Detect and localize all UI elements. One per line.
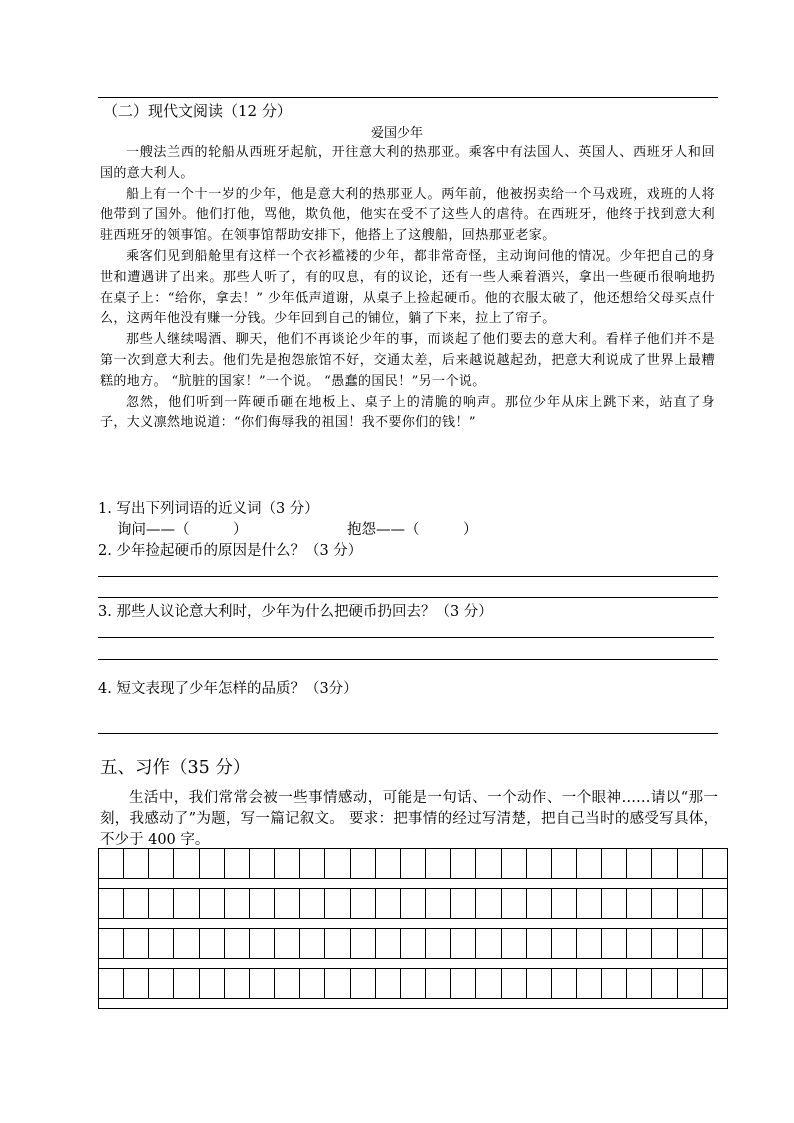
answer-line[interactable] xyxy=(98,576,718,577)
grid-cell[interactable] xyxy=(652,968,677,999)
grid-cell[interactable] xyxy=(124,928,149,959)
grid-cell[interactable] xyxy=(149,968,174,999)
grid-cell[interactable] xyxy=(502,848,527,879)
grid-cell[interactable] xyxy=(250,968,275,999)
passage-paragraph: 乘客们见到船舱里有这样一个衣衫褴褛的少年，都非常奇怪，主动询问他的情况。少年把自己的身世和遭遇讲了出来。那些人听了，有的叹息，有的议论，还有一些人乘着酒兴，拿出一些硬币很响地扔在桌子上：“给你，拿去！” 少年低声道谢，从桌子上捡起硬币。他的衣服太破了，他还想给父母买点什么，这两年他没有赚一分钱。少年回到自己的铺位，躺了下来，拉上了帘子。 xyxy=(100,248,715,327)
grid-cell[interactable] xyxy=(225,848,250,879)
grid-cell[interactable] xyxy=(602,888,627,919)
grid-cell[interactable] xyxy=(678,888,703,919)
question-1-item-a[interactable]: 询问——（ ） xyxy=(117,522,248,538)
grid-cell[interactable] xyxy=(250,888,275,919)
grid-cell[interactable] xyxy=(124,968,149,999)
grid-cell[interactable] xyxy=(376,888,401,919)
grid-cell[interactable] xyxy=(124,848,149,879)
grid-cell[interactable] xyxy=(577,848,602,879)
answer-line[interactable] xyxy=(98,597,718,598)
grid-cell[interactable] xyxy=(300,928,325,959)
grid-cell[interactable] xyxy=(325,968,350,999)
passage-paragraph: 一艘法兰西的轮船从西班牙起航，开往意大利的热那亚。乘客中有法国人、英国人、西班牙人和回国的意大利人。 xyxy=(100,145,715,181)
grid-cell[interactable] xyxy=(401,928,426,959)
grid-cell[interactable] xyxy=(149,928,174,959)
grid-cell[interactable] xyxy=(703,928,727,959)
grid-cell[interactable] xyxy=(502,968,527,999)
grid-cell[interactable] xyxy=(351,848,376,879)
grid-cell[interactable] xyxy=(225,928,250,959)
grid-cell[interactable] xyxy=(174,928,199,959)
passage-paragraph: 那些人继续喝酒、聊天，他们不再谈论少年的事，而谈起了他们要去的意大利。看样子他们并不是第一次到意大利去。他们先是抱怨旅馆不好，交通太差，后来越说越起劲，把意大利说成了世界上最糟糕的地方。 “肮脏的国家！”一个说。 “愚蠢的国民！”另一个说。 xyxy=(100,332,715,389)
grid-cell[interactable] xyxy=(552,968,577,999)
grid-cell[interactable] xyxy=(275,968,300,999)
grid-cell[interactable] xyxy=(300,888,325,919)
grid-cell[interactable] xyxy=(376,968,401,999)
grid-cell[interactable] xyxy=(527,888,552,919)
grid-cell[interactable] xyxy=(652,928,677,959)
grid-cell[interactable] xyxy=(351,928,376,959)
writing-grid[interactable] xyxy=(98,848,728,1009)
passage-paragraph: 船上有一个十一岁的少年，他是意大利的热那亚人。两年前，他被拐卖给一个马戏班，戏班的人将他带到了国外。他们打他，骂他，欺负他，他实在受不了这些人的虐待。在西班牙，他终于找到意大利驻西班牙的领事馆。在领事馆帮助安排下，他搭上了这艘船，回热那亚老家。 xyxy=(100,186,715,244)
grid-cell[interactable] xyxy=(426,968,451,999)
grid-cell[interactable] xyxy=(627,848,652,879)
grid-cell[interactable] xyxy=(426,888,451,919)
grid-cell[interactable] xyxy=(300,848,325,879)
grid-cell[interactable] xyxy=(552,848,577,879)
grid-cell[interactable] xyxy=(99,848,124,879)
grid-cell[interactable] xyxy=(426,848,451,879)
grid-row[interactable] xyxy=(99,848,727,879)
grid-cell[interactable] xyxy=(476,968,501,999)
grid-cell[interactable] xyxy=(275,848,300,879)
grid-cell[interactable] xyxy=(527,848,552,879)
grid-cell[interactable] xyxy=(376,928,401,959)
grid-cell[interactable] xyxy=(351,968,376,999)
grid-cell[interactable] xyxy=(502,928,527,959)
grid-cell[interactable] xyxy=(200,968,225,999)
grid-cell[interactable] xyxy=(451,968,476,999)
grid-cell[interactable] xyxy=(627,888,652,919)
grid-cell[interactable] xyxy=(577,928,602,959)
answer-line[interactable] xyxy=(98,659,718,660)
grid-cell[interactable] xyxy=(351,888,376,919)
grid-cell[interactable] xyxy=(325,848,350,879)
grid-cell[interactable] xyxy=(602,928,627,959)
grid-cell[interactable] xyxy=(200,928,225,959)
grid-cell[interactable] xyxy=(99,888,124,919)
grid-cell[interactable] xyxy=(149,888,174,919)
grid-cell[interactable] xyxy=(451,848,476,879)
grid-cell[interactable] xyxy=(476,928,501,959)
grid-cell[interactable] xyxy=(250,928,275,959)
grid-cell[interactable] xyxy=(451,888,476,919)
grid-cell[interactable] xyxy=(149,848,174,879)
grid-cell[interactable] xyxy=(174,968,199,999)
grid-cell[interactable] xyxy=(250,848,275,879)
grid-cell[interactable] xyxy=(275,928,300,959)
grid-cell[interactable] xyxy=(451,928,476,959)
answer-line[interactable] xyxy=(98,637,714,638)
grid-cell[interactable] xyxy=(678,968,703,999)
composition-title: 五、习作（35 分） xyxy=(100,758,251,778)
question-2: 2. 少年捡起硬币的原因是什么？（3 分） xyxy=(98,543,363,559)
passage-title: 爱国少年 xyxy=(370,126,423,141)
grid-cell[interactable] xyxy=(627,968,652,999)
grid-cell[interactable] xyxy=(678,928,703,959)
question-4: 4. 短文表现了少年怎样的品质？（3分） xyxy=(98,681,358,697)
grid-cell[interactable] xyxy=(275,888,300,919)
grid-cell[interactable] xyxy=(300,968,325,999)
grid-cell[interactable] xyxy=(552,888,577,919)
grid-cell[interactable] xyxy=(602,848,627,879)
question-3: 3. 那些人议论意大利时，少年为什么把硬币扔回去？（3 分） xyxy=(98,604,493,620)
grid-cell[interactable] xyxy=(174,848,199,879)
grid-cell[interactable] xyxy=(401,848,426,879)
question-1-item-b[interactable]: 抱怨——（ ） xyxy=(347,522,478,538)
grid-cell[interactable] xyxy=(652,848,677,879)
grid-cell[interactable] xyxy=(225,968,250,999)
grid-cell[interactable] xyxy=(376,848,401,879)
answer-line[interactable] xyxy=(98,733,718,734)
grid-row[interactable] xyxy=(99,968,727,999)
grid-cell[interactable] xyxy=(476,848,501,879)
grid-cell[interactable] xyxy=(627,928,652,959)
grid-cell[interactable] xyxy=(703,968,727,999)
grid-cell[interactable] xyxy=(325,888,350,919)
grid-cell[interactable] xyxy=(401,968,426,999)
grid-cell[interactable] xyxy=(476,888,501,919)
grid-cell[interactable] xyxy=(200,888,225,919)
grid-cell[interactable] xyxy=(99,968,124,999)
grid-cell[interactable] xyxy=(200,848,225,879)
grid-cell[interactable] xyxy=(527,928,552,959)
grid-row[interactable] xyxy=(99,928,727,959)
grid-cell[interactable] xyxy=(401,888,426,919)
question-1: 1. 写出下列词语的近义词（3 分） xyxy=(98,501,319,517)
composition-prompt-text: 生活中，我们常常会被一些事情感动，可能是一句话、一个动作、一个眼神……请以“那一刻，我感动了”为题，写一篇记叙文。 要求：把事情的经过写清楚，把自己当时的感受写具体，不少于 400 字。 xyxy=(100,790,718,848)
grid-cell[interactable] xyxy=(174,888,199,919)
passage-paragraph: 忽然，他们听到一阵硬币砸在地板上、桌子上的清脆的响声。那位少年从床上跳下来，站直了身子，大义凛然地说道：“你们侮辱我的祖国！我不要你们的钱！” xyxy=(100,394,715,431)
grid-cell[interactable] xyxy=(426,928,451,959)
grid-cell[interactable] xyxy=(527,968,552,999)
grid-cell[interactable] xyxy=(124,888,149,919)
grid-cell[interactable] xyxy=(502,888,527,919)
grid-cell[interactable] xyxy=(225,888,250,919)
grid-cell[interactable] xyxy=(577,968,602,999)
grid-cell[interactable] xyxy=(602,968,627,999)
grid-cell[interactable] xyxy=(577,888,602,919)
composition-prompt xyxy=(100,788,718,851)
grid-cell[interactable] xyxy=(652,888,677,919)
passage-body xyxy=(100,143,715,434)
grid-cell[interactable] xyxy=(703,888,727,919)
grid-cell[interactable] xyxy=(703,848,727,879)
top-rule xyxy=(98,97,718,98)
grid-cell[interactable] xyxy=(678,848,703,879)
section-title: （二）现代文阅读（12 分） xyxy=(103,102,292,120)
grid-cell[interactable] xyxy=(552,928,577,959)
grid-row[interactable] xyxy=(99,888,727,919)
grid-cell[interactable] xyxy=(99,928,124,959)
grid-cell[interactable] xyxy=(325,928,350,959)
